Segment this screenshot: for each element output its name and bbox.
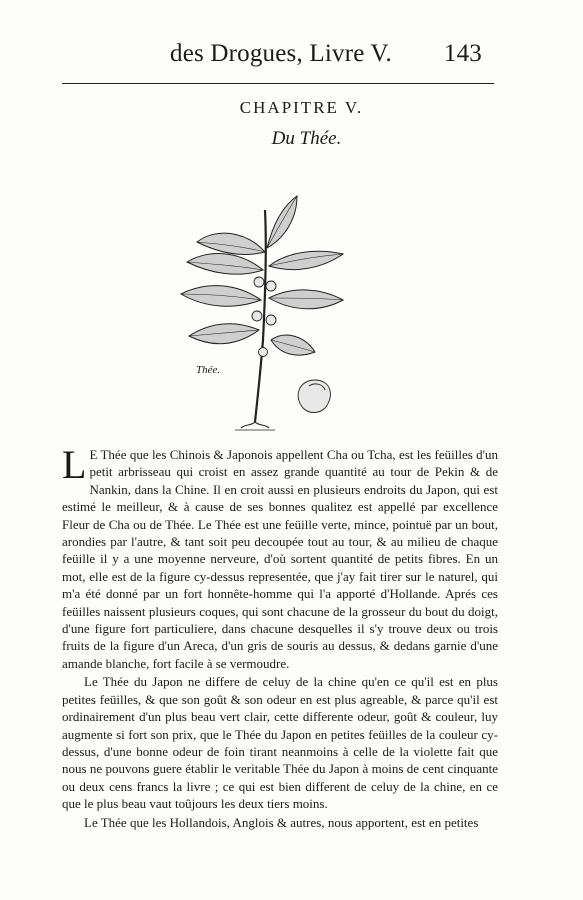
running-title: des Drogues, Livre V. bbox=[170, 40, 392, 67]
body-text bbox=[62, 442, 498, 831]
chapter-heading: CHAPITRE V. bbox=[239, 98, 364, 117]
paragraph-3: Le Thée que les Hollandois, Anglois & autres, nous apportent, est en petites bbox=[84, 814, 479, 830]
tea-plant-illustration bbox=[175, 190, 365, 435]
paragraph-1-text: E Thée que les Chinois & Japonois appellent Cha ou Tcha, est les feüilles d'un petit arbrisseau qui croist en assez grande quantité au tour de Pekin & de Nankin, dans la Chine. Il en croit aussi en plusieurs endroits du Japon, qui est estimé le meilleur, & à cause de ses bonnes qualitez est appellé par excellence Fleur de Cha ou de Thée. Le Thée est une feüille verte, mince, pointuë par un bout, arondies par l'autre, & tant soit peu decoupée tout au tour, & au milieu de chaque feüille il y a une moyenne nerveure, d'où sortent quantité de petits fibres. En un mot, elle est de la figure cy-dessus representée, que j'ay fait tirer sur le naturel, qui m'a été donné par un fort honnête-homme qui l'a apporté d'Hollande. Aprés ces feüilles naissent plusieurs coques, qui sont chacune de la grosseur du bout du doigt, d'une figure fort particuliere, dans chacune desquelles il s'y trouve deux ou trois fruits de la figure d'un Areca, d'un gris de souris au dessus, & dedans garnie d'une amande blanche, fort facile à se vermoudre. bbox=[62, 447, 498, 671]
page-number: 143 bbox=[443, 40, 482, 67]
running-header bbox=[150, 36, 490, 76]
figure-label: Thée. bbox=[196, 364, 221, 376]
chapter-title: Du Thée. bbox=[271, 128, 342, 149]
paragraph-1 bbox=[62, 442, 498, 672]
drop-cap: L bbox=[62, 442, 87, 487]
paragraph-2: Le Thée du Japon ne differe de celuy de la chine qu'en ce qu'il est en plus petites feüilles, & que son goût & son odeur en est plus agreable, & parce qu'il est ordinairement d'un plus beau vert clair, cette differente odeur, goût & couleur, luy augmente si fort son prix, que le Thée du Japon en petites feüilles de la couleur cy-dessus, d'une bonne odeur de foin tirant neanmoins à celle de la violette fait que nous ne pouvons guere établir le veritable Thée du Japon à moins de cent cinquante ou deux cens francs la livre ; ce qui est bien different de celuy de la chine, en ce que le plus beau vaut toûjours les deux tiers moins. bbox=[62, 674, 498, 812]
header-rule bbox=[62, 83, 494, 84]
